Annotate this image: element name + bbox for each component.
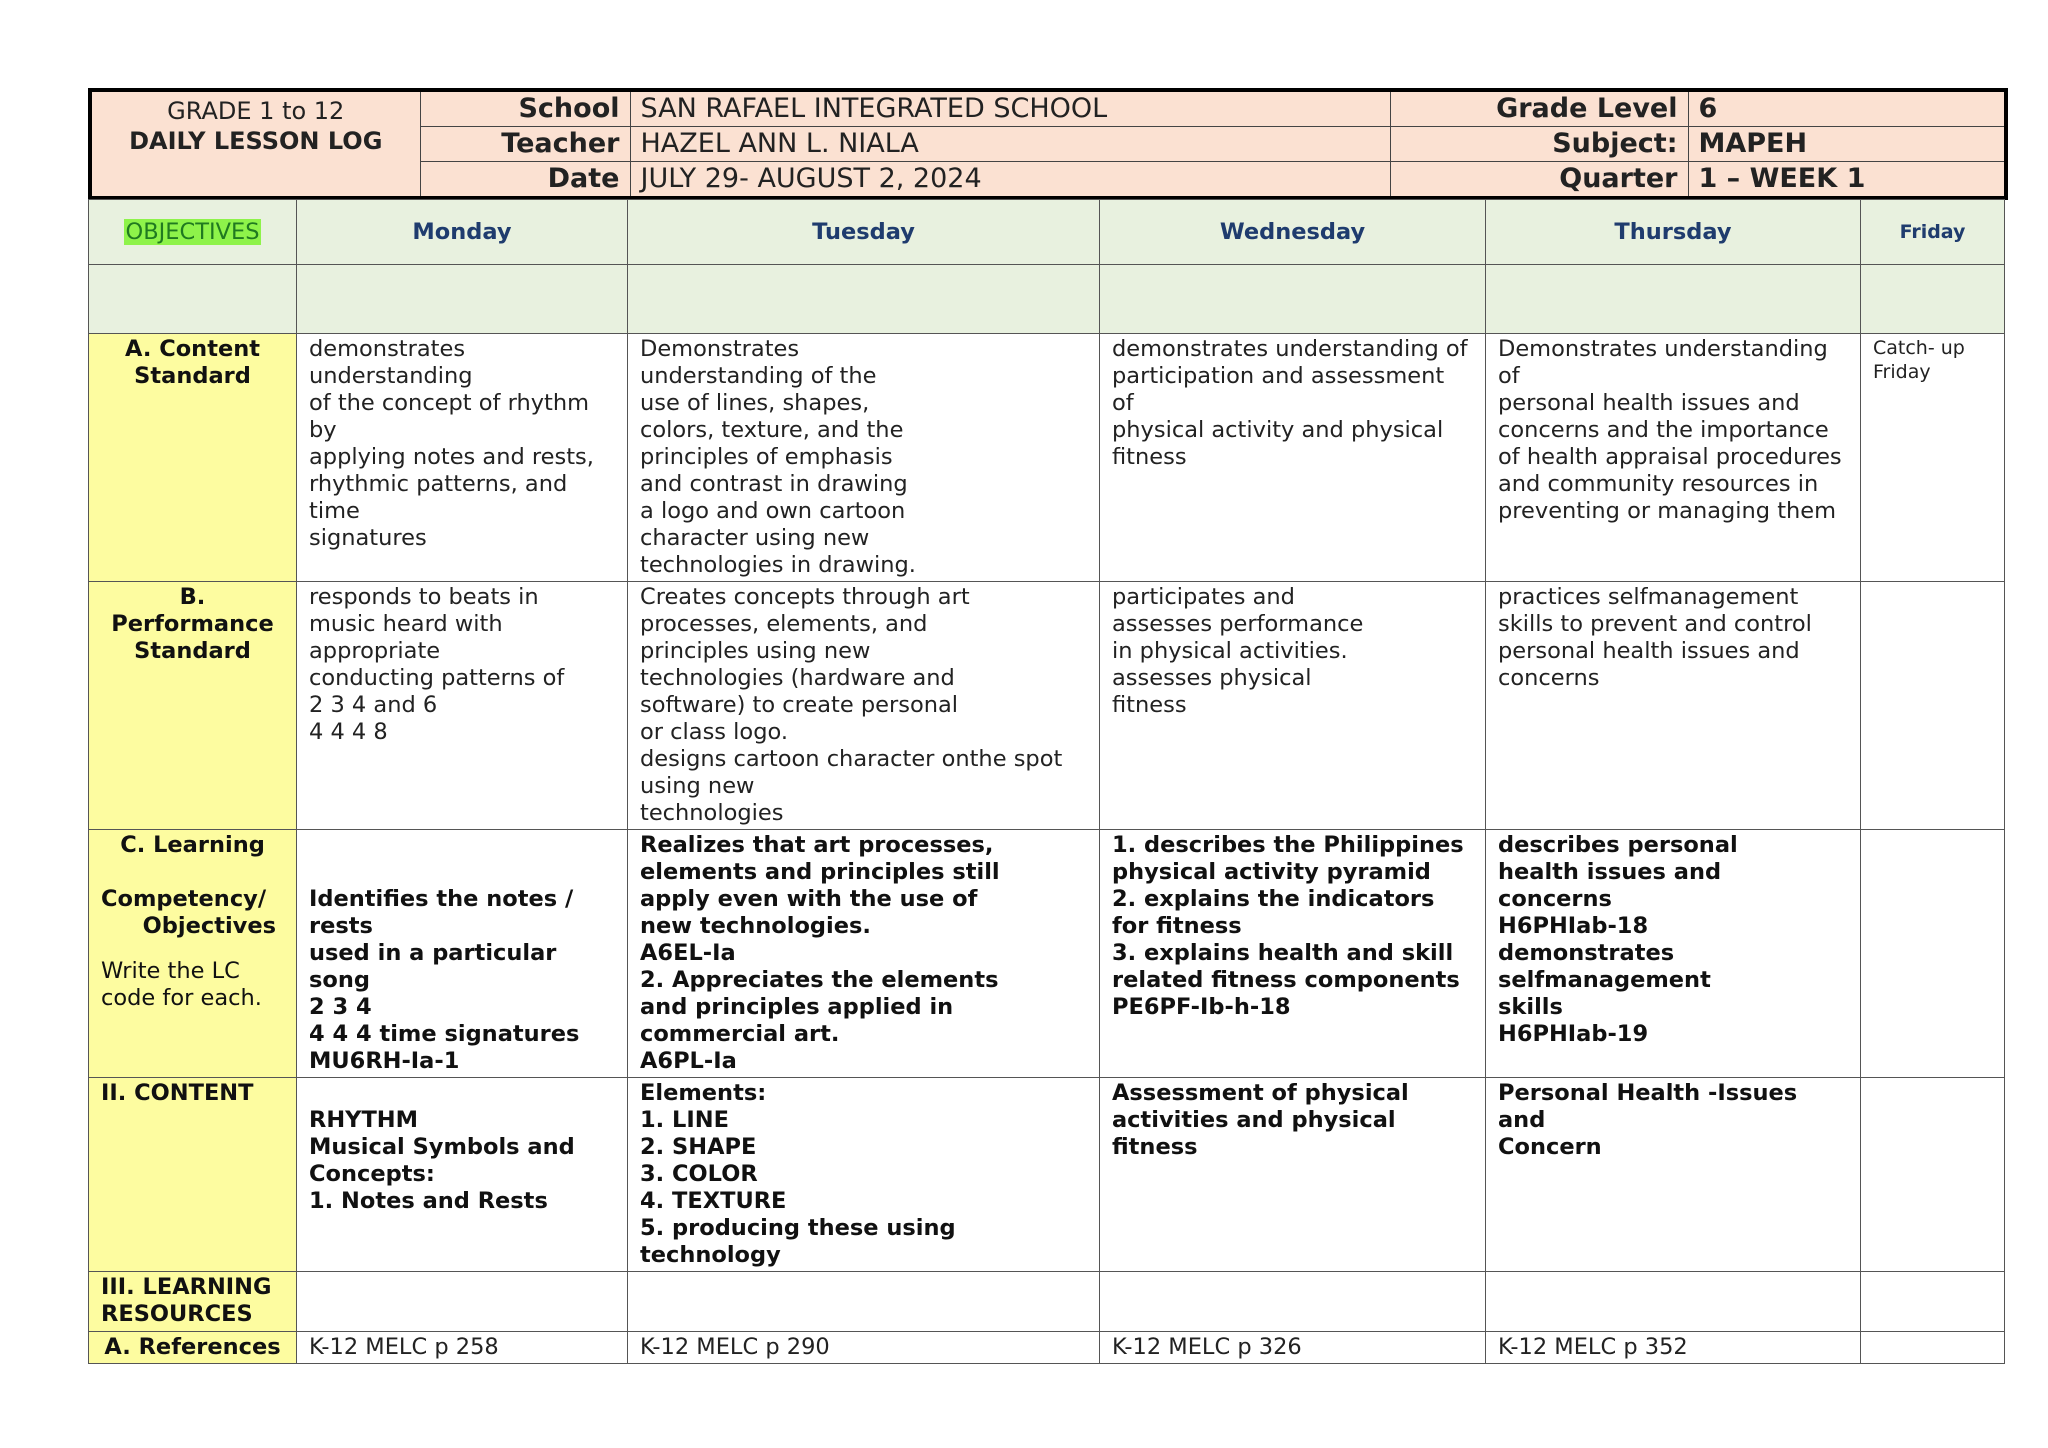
content-friday [1861, 1078, 2005, 1272]
log-title-line1: GRADE 1 to 12 [167, 97, 345, 125]
content-monday [297, 1078, 628, 1272]
learning-resources-label [89, 1272, 297, 1332]
learning-resources-thursday [1486, 1272, 1861, 1332]
performance-standard-monday: responds to beats in music heard with appropriate conducting patterns of 2 3 4 and 6 4 4 4 8 [297, 582, 628, 830]
content-row [89, 1078, 2005, 1272]
performance-standard-tuesday: Creates concepts through art processes, elements, and principles using new technologies (hardware and software) to create personal or class logo. designs cartoon character onthe spot using new technologies [628, 582, 1100, 830]
subject-value: MAPEH [1688, 127, 2006, 162]
blank-cell [297, 265, 628, 334]
grade-level-label: Grade Level [1390, 90, 1688, 127]
content-standard-friday: Catch- up Friday [1861, 334, 2005, 582]
day-monday: Monday [297, 200, 628, 265]
day-wednesday: Wednesday [1100, 200, 1486, 265]
day-header-row [89, 200, 2005, 265]
blank-row [89, 265, 2005, 334]
content-standard-thursday: Demonstrates understanding of personal health issues and concerns and the importance of health appraisal procedures and community resources in preventing or managing them [1486, 334, 1861, 582]
performance-standard-label [89, 582, 297, 830]
objectives-highlight: OBJECTIVES [125, 218, 260, 245]
references-wednesday: K-12 MELC p 326 [1100, 1332, 1486, 1364]
log-title-line2: DAILY LESSON LOG [129, 127, 383, 155]
learning-competency-label-line2: Competency/ [101, 886, 267, 912]
teacher-value: HAZEL ANN L. NIALA [630, 127, 1390, 162]
content-standard-label-line1: A. Content [125, 336, 260, 362]
content-standard-row [89, 334, 2005, 582]
day-thursday: Thursday [1486, 200, 1861, 265]
references-tuesday: K-12 MELC p 290 [628, 1332, 1100, 1364]
learning-competency-monday [297, 830, 628, 1078]
content-standard-monday: demonstrates understanding of the concept of rhythm by applying notes and rests, rhythmic patterns, and time signatures [297, 334, 628, 582]
quarter-value: 1 – WEEK 1 [1688, 162, 2006, 199]
subject-label: Subject: [1390, 127, 1688, 162]
day-friday: Friday [1861, 200, 2005, 265]
learning-resources-wednesday [1100, 1272, 1486, 1332]
performance-standard-row [89, 582, 2005, 830]
content-standard-wednesday: demonstrates understanding of participation and assessment of physical activity and physical fitness [1100, 334, 1486, 582]
content-thursday: Personal Health -Issues and Concern [1486, 1078, 1861, 1272]
lc-code-note: Write the LC code for each. [101, 958, 262, 1011]
performance-standard-label-line1: B. Performance [111, 584, 274, 637]
school-label: School [420, 90, 630, 127]
school-value: SAN RAFAEL INTEGRATED SCHOOL [630, 90, 1390, 127]
content-tuesday: Elements: 1. LINE 2. SHAPE 3. COLOR 4. TEXTURE 5. producing these using technology [628, 1078, 1100, 1272]
day-tuesday: Tuesday [628, 200, 1100, 265]
content-label: II. CONTENT [89, 1078, 297, 1272]
content-standard-tuesday: Demonstrates understanding of the use of lines, shapes, colors, texture, and the principles of emphasis and contrast in drawing a logo and own cartoon character using new technologies in drawing. [628, 334, 1100, 582]
learning-competency-wednesday: 1. describes the Philippines physical activity pyramid 2. explains the indicators for fitness 3. explains health and skill related fitness components PE6PF-Ib-h-18 [1100, 830, 1486, 1078]
learning-competency-tuesday: Realizes that art processes, elements and principles still apply even with the use of new technologies. A6EL-Ia 2. Appreciates the elements and principles applied in commercial art. A6PL-Ia [628, 830, 1100, 1078]
objectives-header [89, 200, 297, 265]
blank-cell [1486, 265, 1861, 334]
learning-resources-friday [1861, 1272, 2005, 1332]
blank-cell [1100, 265, 1486, 334]
performance-standard-thursday: practices selfmanagement skills to prevent and control personal health issues and concerns [1486, 582, 1861, 830]
learning-competency-label-line3: Objectives [142, 913, 276, 939]
references-monday: K-12 MELC p 258 [297, 1332, 628, 1364]
references-thursday: K-12 MELC p 352 [1486, 1332, 1861, 1364]
learning-competency-row [89, 830, 2005, 1078]
content-standard-label-line2: Standard [134, 363, 251, 389]
learning-resources-row [89, 1272, 2005, 1332]
learning-resources-tuesday [628, 1272, 1100, 1332]
learning-resources-label-line1: III. LEARNING [101, 1274, 272, 1300]
teacher-label: Teacher [420, 127, 630, 162]
performance-standard-label-line2: Standard [134, 638, 251, 664]
references-row [89, 1332, 2005, 1364]
log-title [90, 90, 420, 198]
learning-competency-label-line1: C. Learning [120, 832, 265, 858]
quarter-label: Quarter [1390, 162, 1688, 199]
lesson-log-sheet [88, 88, 2004, 1364]
learning-competency-friday [1861, 830, 2005, 1078]
date-value: JULY 29- AUGUST 2, 2024 [630, 162, 1390, 199]
performance-standard-friday [1861, 582, 2005, 830]
performance-standard-wednesday: participates and assesses performance in physical activities. assesses physical fitness [1100, 582, 1486, 830]
lesson-log-header [88, 88, 2008, 200]
blank-cell [1861, 265, 2005, 334]
learning-competency-label [89, 830, 297, 1078]
content-monday-text: RHYTHM Musical Symbols and Concepts: 1. Notes and Rests [309, 1107, 575, 1214]
content-wednesday: Assessment of physical activities and physical fitness [1100, 1078, 1486, 1272]
references-label: A. References [89, 1332, 297, 1364]
lesson-log-table [88, 199, 2005, 1364]
grade-level-value: 6 [1688, 90, 2006, 127]
references-friday [1861, 1332, 2005, 1364]
learning-resources-label-line2: RESOURCES [101, 1301, 253, 1327]
blank-cell [628, 265, 1100, 334]
learning-competency-monday-text: Identifies the notes / rests used in a particular song 2 3 4 4 4 4 time signatures MU6RH-Ia-1 [309, 886, 580, 1074]
content-standard-label [89, 334, 297, 582]
blank-cell [89, 265, 297, 334]
learning-competency-thursday: describes personal health issues and concerns H6PHIab-18 demonstrates selfmanagement skills H6PHIab-19 [1486, 830, 1861, 1078]
learning-resources-monday [297, 1272, 628, 1332]
date-label: Date [420, 162, 630, 199]
